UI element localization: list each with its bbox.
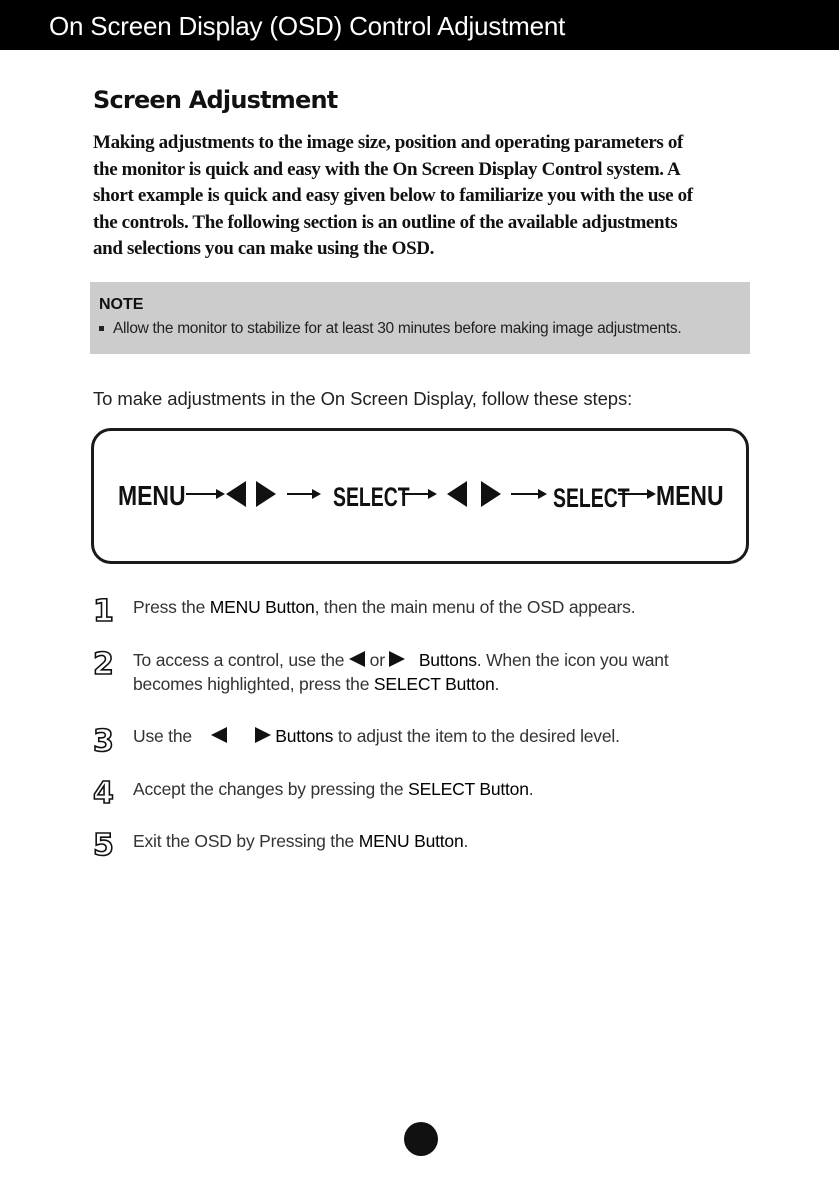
intro-line: short example is quick and easy given below to familiarize you with the use of (93, 185, 693, 206)
step-2-text (133, 648, 753, 696)
step-2-line-1 (133, 648, 753, 672)
step-2-part: becomes highlighted, press the (133, 674, 374, 694)
step-3-text (133, 724, 753, 748)
right-triangle-icon (256, 481, 276, 507)
flow-svg (94, 431, 746, 561)
step-3-emph: Buttons (275, 726, 334, 746)
intro-paragraph (93, 130, 753, 263)
step-2-part: . When the icon you want (476, 650, 669, 670)
step-1-text (133, 595, 753, 619)
step-number-2: 2 (93, 647, 114, 682)
step-3-part: Use the (133, 726, 192, 746)
note-title: NOTE (99, 296, 144, 313)
arrow-right-icon (186, 489, 225, 499)
step-5-text (133, 829, 753, 853)
step-1-part: Press the (133, 597, 210, 617)
right-triangle-icon (389, 651, 405, 667)
note-box (90, 282, 750, 354)
steps-intro: To make adjustments in the On Screen Display, follow these steps: (93, 388, 633, 409)
button-flow-diagram (91, 428, 749, 564)
bullet-icon (99, 326, 104, 331)
step-number-5: 5 (93, 828, 114, 863)
left-triangle-icon (211, 727, 227, 743)
left-triangle-icon (226, 481, 246, 507)
arrow-right-icon (287, 489, 321, 499)
step-5-part: . (463, 831, 469, 851)
step-1-part: , then the main menu of the OSD appears. (314, 597, 636, 617)
step-number-3: 3 (93, 724, 114, 759)
left-triangle-icon (349, 651, 365, 667)
step-4-text (133, 777, 753, 801)
page-title: On Screen Display (OSD) Control Adjustment (49, 11, 566, 41)
step-number-1: 1 (93, 594, 114, 629)
step-2-emph: SELECT Button (373, 674, 495, 694)
step-5-part: Exit the OSD by Pressing the (133, 831, 359, 851)
header-bar (0, 0, 839, 50)
intro-line: the monitor is quick and easy with the On Screen Display Control system. A (93, 158, 681, 180)
right-triangle-icon (255, 727, 271, 743)
left-triangle-icon (447, 481, 467, 507)
intro-line: and selections you can make using the OSD. (93, 238, 435, 259)
arrow-right-icon (511, 489, 547, 499)
flow-select-1: SELECT (333, 481, 410, 512)
step-5-emph: MENU Button (358, 831, 464, 851)
note-item (99, 320, 681, 338)
page-number-dot (404, 1122, 438, 1156)
intro-line: Making adjustments to the image size, position and operating parameters of (93, 132, 683, 153)
step-1-emph: MENU Button (209, 597, 315, 617)
flow-menu-end: MENU (656, 480, 724, 512)
step-4-emph: SELECT Button (408, 779, 529, 799)
section-title: Screen Adjustment (93, 86, 338, 114)
step-4-part: Accept the changes by pressing the (133, 779, 409, 799)
intro-line: the controls. The following section is an outline of the available adjustments (93, 211, 678, 233)
flow-select-2: SELECT (553, 482, 630, 513)
step-3-part: to adjust the item to the desired level. (333, 726, 620, 746)
note-item-text: Allow the monitor to stabilize for at least 30 minutes before making image adjustments. (113, 320, 682, 337)
step-2-or: or (369, 650, 385, 670)
step-2-part: . (494, 674, 500, 694)
step-number-4: 4 (93, 776, 114, 811)
step-2-line-2 (133, 672, 753, 696)
step-4-part: . (528, 779, 534, 799)
step-2-part: To access a control, use the (133, 650, 349, 670)
step-2-emph: Buttons (418, 650, 477, 670)
flow-menu-start: MENU (118, 480, 186, 512)
right-triangle-icon (481, 481, 501, 507)
